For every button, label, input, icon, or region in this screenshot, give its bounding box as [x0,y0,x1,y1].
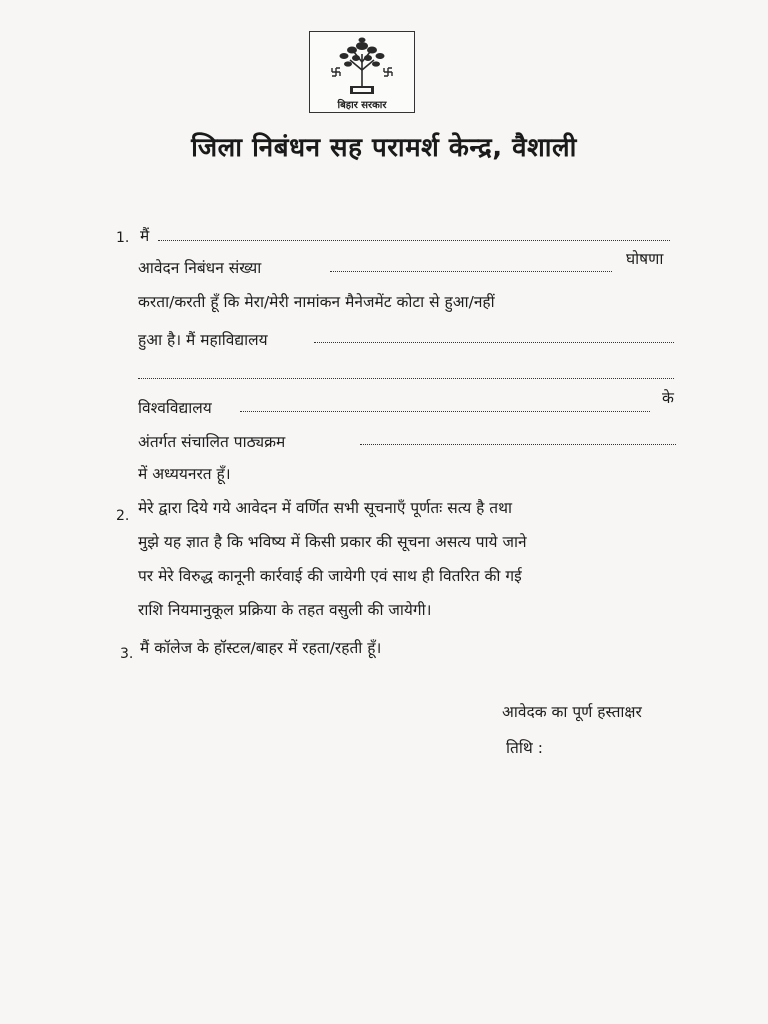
emblem-caption: बिहार सरकार [337,100,387,111]
item-1-line-7: में अध्ययनरत हूँ। [138,465,231,483]
item-1-line-2: आवेदन निबंधन संख्या [138,259,262,277]
college-fill-line [314,342,674,343]
name-fill-line [158,240,670,241]
registration-number-fill-line [330,271,612,272]
date-label: तिथि : [506,739,543,757]
university-fill-line [240,411,650,412]
college-fill-line-2 [138,378,674,379]
item-1-line-5: विश्वविद्यालय [138,399,212,417]
item-2-line-3: पर मेरे विरुद्ध कानूनी कार्रवाई की जायेगी एवं साथ ही वितरित की गई [138,567,522,585]
item-number: 2. [116,508,130,524]
item-number: 3. [120,646,134,662]
signature-label: आवेदक का पूर्ण हस्ताक्षर [502,703,642,721]
item-2-line-2: मुझे यह ज्ञात है कि भविष्य में किसी प्रकार की सूचना असत्य पाये जाने [138,533,527,551]
item-2-line-4: राशि नियमानुकूल प्रक्रिया के तहत वसुली की जायेगी। [138,601,432,619]
item-1-line-1: मैं [140,227,150,245]
page-title: जिला निबंधन सह परामर्श केन्द्र, वैशाली [191,133,577,163]
item-1-line-2-end: घोषणा [626,250,664,268]
course-fill-line [360,444,676,445]
item-1-line-4: हुआ है। मैं महाविद्यालय [138,331,268,349]
bihar-government-emblem [309,31,415,113]
item-1-line-5-end: के [662,389,674,407]
item-1-line-6: अंतर्गत संचालित पाठ्यक्रम [138,433,286,451]
item-number: 1. [116,230,130,246]
item-1-line-3: करता/करती हूँ कि मेरा/मेरी नामांकन मैनेजमेंट कोटा से हुआ/नहीं [138,293,495,311]
item-3-line-1: मैं कॉलेज के हॉस्टल/बाहर में रहता/रहती हूँ। [140,639,382,657]
item-2-line-1: मेरे द्वारा दिये गये आवेदन में वर्णित सभी सूचनाएँ पूर्णतः सत्य है तथा [138,499,513,517]
